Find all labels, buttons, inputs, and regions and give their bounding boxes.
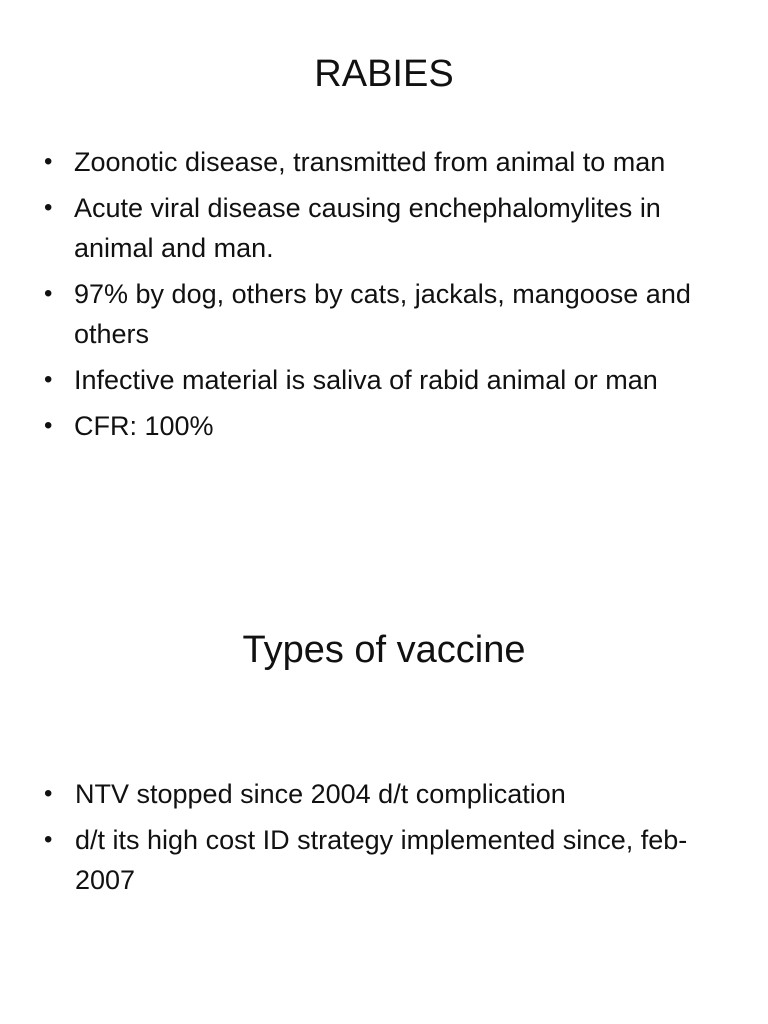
bullet-item <box>0 274 768 354</box>
slide-title: RABIES <box>314 53 454 95</box>
bullet-text: 97% by dog, others by cats, jackals, mangoose and others <box>74 279 691 349</box>
bullet-item <box>0 188 768 268</box>
bullet-list <box>0 774 768 900</box>
bullet-list <box>0 142 768 446</box>
bullet-text: Zoonotic disease, transmitted from animal to man <box>74 147 666 177</box>
bullet-icon: • <box>44 194 53 221</box>
bullet-icon: • <box>44 148 53 175</box>
bullet-item <box>0 820 768 900</box>
bullet-icon: • <box>44 366 53 393</box>
bullet-item <box>0 142 768 182</box>
bullet-text: NTV stopped since 2004 d/t complication <box>75 779 566 809</box>
bullet-text: d/t its high cost ID strategy implemented since, feb-2007 <box>75 825 688 895</box>
bullet-icon: • <box>44 280 53 307</box>
bullet-item <box>0 406 768 446</box>
bullet-icon: • <box>44 412 53 439</box>
bullet-icon: • <box>44 826 53 853</box>
bullet-item <box>0 360 768 400</box>
bullet-text: Infective material is saliva of rabid animal or man <box>74 365 658 395</box>
bullet-item <box>0 774 768 814</box>
bullet-icon: • <box>44 780 53 807</box>
slide-types-of-vaccine <box>0 600 768 906</box>
bullet-text: Acute viral disease causing enchephalomylites in animal and man. <box>74 193 661 263</box>
bullet-text: CFR: 100% <box>74 411 214 441</box>
slide-rabies <box>0 0 768 452</box>
slide-title: Types of vaccine <box>242 629 526 671</box>
